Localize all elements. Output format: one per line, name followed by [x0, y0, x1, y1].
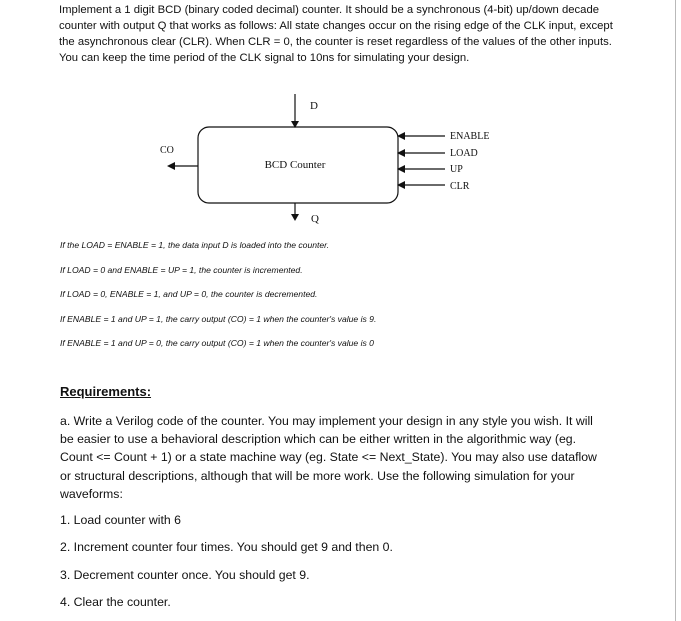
step-decrement: 3. Decrement counter once. You should get 9. [60, 567, 310, 582]
q-output-arrow [291, 214, 299, 221]
clr-label: CLR [450, 181, 470, 192]
rules-list [60, 238, 520, 361]
step-clear: 4. Clear the counter. [60, 595, 171, 610]
co-label: CO [160, 145, 174, 156]
step-increment: 2. Increment counter four times. You should get 9 and then 0. [60, 540, 393, 555]
requirements-heading: Requirements: [60, 384, 152, 399]
page-edge [675, 0, 676, 621]
up-label: UP [450, 164, 463, 175]
requirements-paragraph: a. Write a Verilog code of the counter. You may implement your design in any style you wish. It will be easier to use a behavioral description which can be either written in the algorithmic way (eg. Count <= Count + 1) or a state machine way (eg. State <= Next_State). You may also use dataflow or structural descriptions, although that will be more work. Use the following simulation for your waveforms: [60, 414, 597, 501]
load-label: LOAD [450, 148, 478, 159]
co-output-arrow [167, 162, 175, 170]
bcd-counter-diagram [150, 92, 510, 232]
d-label: D [310, 100, 318, 112]
rule-carry-up: If ENABLE = 1 and UP = 1, the carry output (CO) = 1 when the counter's value is 9. [60, 313, 377, 324]
block-label: BCD Counter [264, 159, 326, 171]
intro-paragraph: Implement a 1 digit BCD (binary coded decimal) counter. It should be a synchronous (4-bit) up/down decade counter with output Q that works as follows: All state changes occur on the rising edge of the CLK input, except the asynchronous clear (CLR). When CLR = 0, the counter is reset regardless of the values of the other inputs. You can keep the time period of the CLK signal to 10ns for simulating your design. [59, 4, 613, 64]
enable-label: ENABLE [450, 131, 490, 142]
simulation-steps [60, 511, 393, 621]
step-load: 1. Load counter with 6 [60, 513, 181, 527]
rule-load: If the LOAD = ENABLE = 1, the data input D is loaded into the counter. [60, 240, 330, 250]
rule-increment: If LOAD = 0 and ENABLE = UP = 1, the counter is incremented. [60, 264, 303, 275]
q-label: Q [311, 213, 319, 225]
rule-decrement: If LOAD = 0, ENABLE = 1, and UP = 0, the counter is decremented. [60, 289, 318, 299]
rule-carry-down: If ENABLE = 1 and UP = 0, the carry output (CO) = 1 when the counter's value is 0 [60, 338, 374, 348]
